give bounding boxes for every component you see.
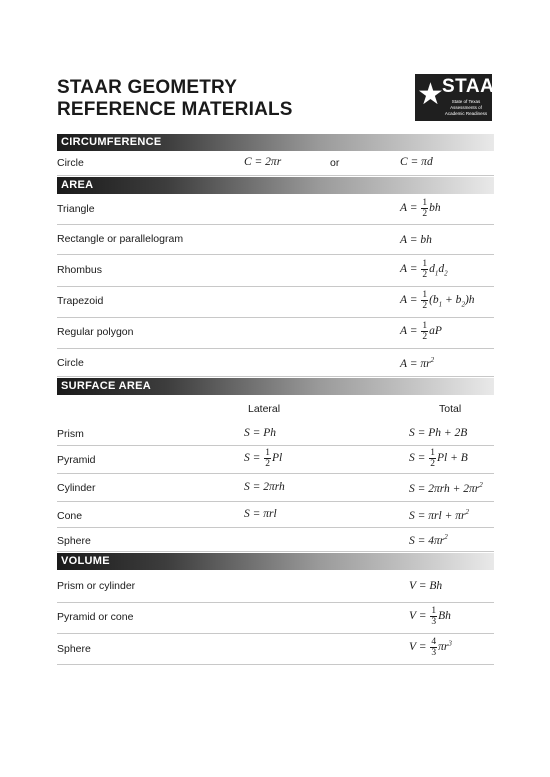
row-label: Sphere (57, 535, 91, 547)
or-label: or (330, 157, 340, 169)
formula-row (57, 528, 494, 552)
formula: A = $\frac{1}{2}$ bh (400, 198, 441, 219)
formula-row (57, 195, 494, 225)
row-label: Circle (57, 157, 84, 169)
row-label: Prism (57, 428, 84, 440)
logo-word: STAAR (442, 76, 509, 97)
title-line-2: REFERENCE MATERIALS (57, 99, 293, 120)
total-formula: S = $\frac{1}{2}$ Pl + B (409, 448, 468, 469)
row-label: Prism or cylinder (57, 580, 136, 592)
formula-row (57, 225, 494, 255)
total-formula: $S = 2\pi rh + 2\pi r^2$ (409, 481, 483, 495)
formula-row (57, 474, 494, 502)
formula: V = Bh (409, 580, 443, 592)
formula: $A = \pi r^2$ (400, 356, 435, 370)
formula: A = $\frac{1}{2}$ $(b_1 + b_2)h$ (400, 290, 475, 311)
row-label: Pyramid or cone (57, 611, 134, 623)
page-title (57, 77, 293, 121)
total-column-header: Total (439, 403, 462, 415)
formula-row (57, 422, 494, 446)
row-label: Triangle (57, 203, 95, 215)
formula-row (57, 318, 494, 349)
lateral-formula: S = $\frac{1}{2}$ Pl (244, 448, 283, 469)
staar-logo (415, 74, 509, 121)
formula: V = $\frac{4}{3}$ $\pi r^3$ (409, 637, 452, 658)
formula-row (57, 287, 494, 318)
section-header-surface-area: SURFACE AREA (57, 378, 494, 395)
formula: A = $\frac{1}{2}$ $d_1d_2$ (400, 259, 448, 280)
row-label: Cone (57, 510, 83, 522)
row-label: Pyramid (57, 454, 96, 466)
formula: C = πd (400, 156, 433, 168)
formula-row (57, 571, 494, 603)
row-label: Rhombus (57, 264, 102, 276)
formula-row (57, 255, 494, 287)
formula: A = bh (400, 234, 432, 246)
total-formula: $S = 4\pi r^2$ (409, 533, 448, 547)
title-line-1: STAAR GEOMETRY (57, 77, 238, 98)
logo-subtitle: State of Texas Assessments of Academic Readiness (444, 99, 488, 116)
row-label: Cylinder (57, 482, 96, 494)
column-header-row (57, 396, 494, 422)
row-label: Trapezoid (57, 295, 104, 307)
formula-row (57, 349, 494, 377)
formula-row (57, 502, 494, 528)
row-label: Regular polygon (57, 326, 134, 338)
section-header-volume: VOLUME (57, 553, 494, 570)
lateral-formula: S = πrl (244, 508, 277, 520)
formula-row (57, 152, 494, 176)
total-formula: $S = \pi rl + \pi r^2$ (409, 508, 469, 522)
lateral-formula: S = 2πrh (244, 481, 285, 493)
row-label: Sphere (57, 643, 91, 655)
star-icon: ★ (417, 78, 444, 111)
section-header-circumference: CIRCUMFERENCE (57, 134, 494, 151)
lateral-formula: S = Ph (244, 427, 277, 439)
formula-row (57, 634, 494, 665)
row-label: Circle (57, 357, 84, 369)
formula: C = 2πr (244, 156, 282, 168)
row-label: Rectangle or parallelogram (57, 233, 184, 245)
total-formula: S = Ph + 2B (409, 427, 468, 439)
formula-row (57, 446, 494, 474)
formula: A = $\frac{1}{2}$ aP (400, 321, 442, 342)
formula-row (57, 603, 494, 634)
lateral-column-header: Lateral (248, 403, 281, 415)
section-header-area: AREA (57, 177, 494, 194)
formula: V = $\frac{1}{3}$ Bh (409, 606, 451, 627)
